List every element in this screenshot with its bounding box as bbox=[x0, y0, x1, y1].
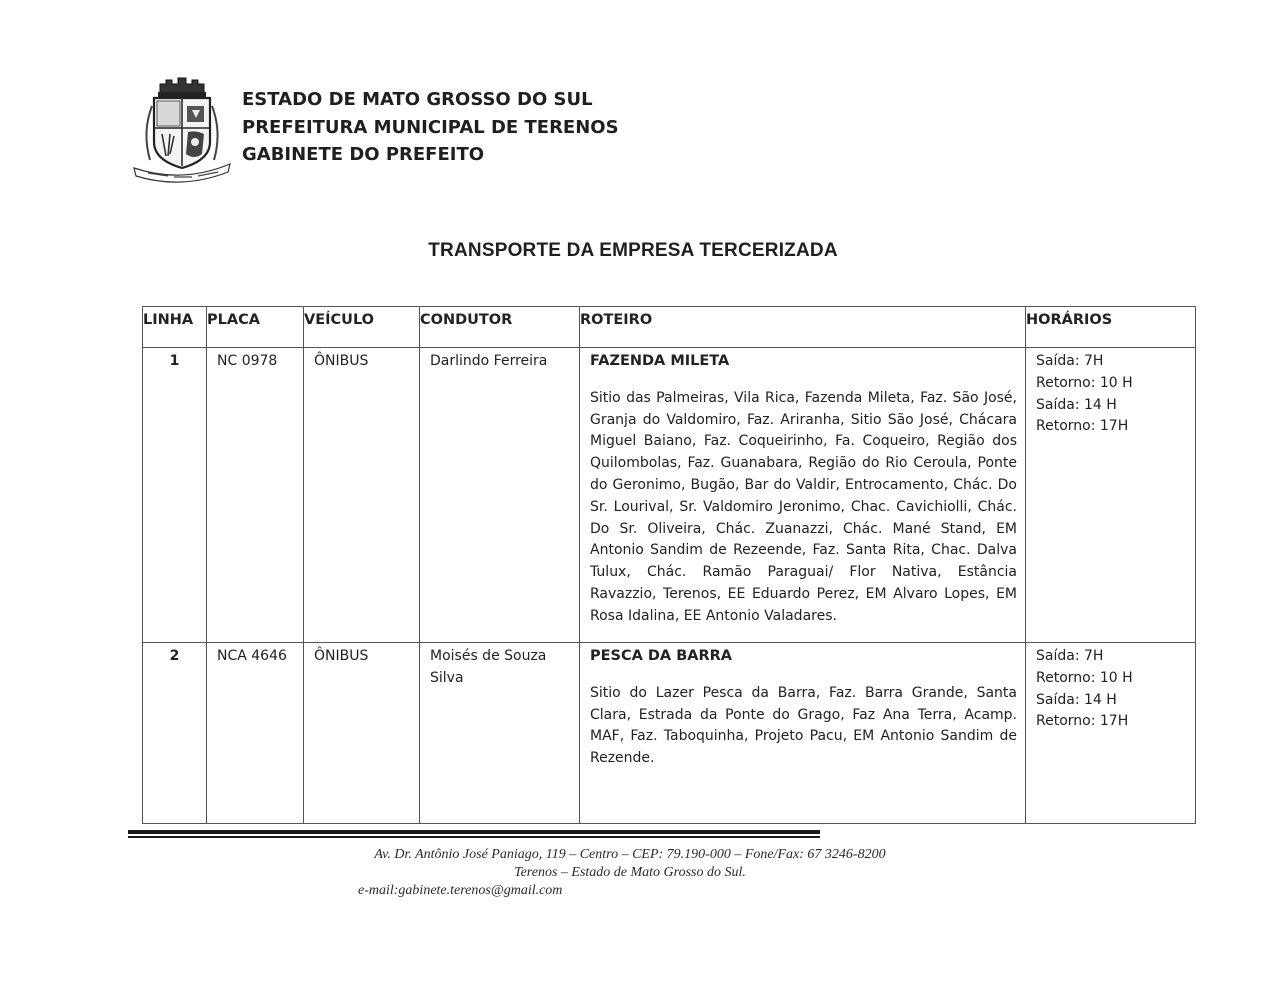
header-line-office: GABINETE DO PREFEITO bbox=[242, 144, 485, 165]
cell-roteiro bbox=[580, 643, 1026, 824]
cell-placa bbox=[207, 348, 304, 643]
schedule-return-afternoon: Retorno: 17H bbox=[1036, 418, 1129, 435]
header-placa: PLACA bbox=[207, 307, 304, 348]
schedule-departure-afternoon: Saída: 14 H bbox=[1036, 691, 1117, 708]
condutor-value: Darlindo Ferreira bbox=[430, 353, 548, 369]
schedule-return-afternoon: Retorno: 17H bbox=[1036, 713, 1129, 730]
cell-roteiro bbox=[580, 348, 1026, 643]
placa-value: NC 0978 bbox=[217, 353, 278, 369]
cell-veiculo bbox=[304, 348, 420, 643]
schedule-return-morning: Retorno: 10 H bbox=[1036, 669, 1133, 686]
letterhead bbox=[242, 86, 619, 169]
cell-horarios bbox=[1026, 348, 1196, 643]
route-name: PESCA DA BARRA bbox=[590, 648, 733, 664]
cell-linha bbox=[143, 643, 207, 824]
cell-condutor bbox=[420, 348, 580, 643]
route-stops: Sitio do Lazer Pesca da Barra, Faz. Barra Grande, Santa Clara, Estrada da Ponte do Grago, Faz Ana Terra, Acamp. MAF, Faz. Taboquinha, Projeto Pacu, EM Antonio Sandim de Rezende. bbox=[590, 684, 1017, 767]
cell-condutor bbox=[420, 643, 580, 824]
footer-email: e-mail:gabinete.terenos@gmail.com bbox=[358, 883, 563, 898]
linha-value: 1 bbox=[169, 353, 180, 369]
cell-veiculo bbox=[304, 643, 420, 824]
footer-divider-thin bbox=[128, 836, 820, 838]
schedule-departure-morning: Saída: 7H bbox=[1036, 353, 1104, 369]
cell-linha bbox=[143, 348, 207, 643]
table-row bbox=[143, 348, 1196, 643]
footer bbox=[300, 846, 960, 900]
linha-value: 2 bbox=[169, 648, 180, 664]
header-condutor: CONDUTOR bbox=[420, 307, 580, 348]
header-horarios: HORÁRIOS bbox=[1026, 307, 1196, 348]
footer-city: Terenos – Estado de Mato Grosso do Sul. bbox=[514, 865, 746, 880]
footer-address: Av. Dr. Antônio José Paniago, 119 – Centro – CEP: 79.190-000 – Fone/Fax: 67 3246-8200 bbox=[374, 847, 886, 862]
transport-table bbox=[142, 306, 1196, 824]
cell-horarios bbox=[1026, 643, 1196, 824]
table-row bbox=[143, 643, 1196, 824]
header-line-state: ESTADO DE MATO GROSSO DO SUL bbox=[242, 89, 593, 110]
coat-of-arms-icon bbox=[130, 72, 234, 184]
header-linha: LINHA bbox=[143, 307, 207, 348]
header-roteiro: ROTEIRO bbox=[580, 307, 1026, 348]
schedule-departure-morning: Saída: 7H bbox=[1036, 648, 1104, 664]
schedule-return-morning: Retorno: 10 H bbox=[1036, 374, 1133, 391]
schedule-departure-afternoon: Saída: 14 H bbox=[1036, 396, 1117, 413]
header-veiculo: VEÍCULO bbox=[304, 307, 420, 348]
table-header-row bbox=[143, 307, 1196, 348]
cell-placa bbox=[207, 643, 304, 824]
footer-divider-thick bbox=[128, 830, 820, 834]
placa-value: NCA 4646 bbox=[217, 648, 287, 664]
header-line-prefecture: PREFEITURA MUNICIPAL DE TERENOS bbox=[242, 116, 619, 138]
document-title: TRANSPORTE DA EMPRESA TERCERIZADA bbox=[428, 240, 838, 261]
route-name: FAZENDA MILETA bbox=[590, 353, 730, 369]
veiculo-value: ÔNIBUS bbox=[314, 353, 369, 369]
condutor-value: Moisés de Souza Silva bbox=[430, 648, 547, 686]
route-stops: Sitio das Palmeiras, Vila Rica, Fazenda Mileta, Faz. São José, Granja do Valdomiro, Faz. Ariranha, Sitio São José, Chácara Miguel Baiano, Faz. Coqueirinho, Fa. Coqueiro, Região dos Quilombolas, Faz. Guanabara, Região do Rio Ceroula, Ponte do Geronimo, Bugão, Bar do Valdir, Entrocamento, Chác. Do Sr. Lourival, Sr. Valdomiro Jeronimo, Chac. Cavichiolli, Chác. Do Sr. Oliveira, Chác. Zuanazzi, Chác. Mané Stand, EM Antonio Sandim de Rezeende, Faz. Santa Rita, Chac. Dalva Tulux, Chác. Ramão Paraguai/ Flor Nativa, Estância Ravazzio, Terenos, EE Eduardo Perez, EM Alvaro Lopes, EM Rosa Idalina, EE Antonio Valadares. bbox=[590, 389, 1017, 624]
veiculo-value: ÔNIBUS bbox=[314, 648, 369, 664]
